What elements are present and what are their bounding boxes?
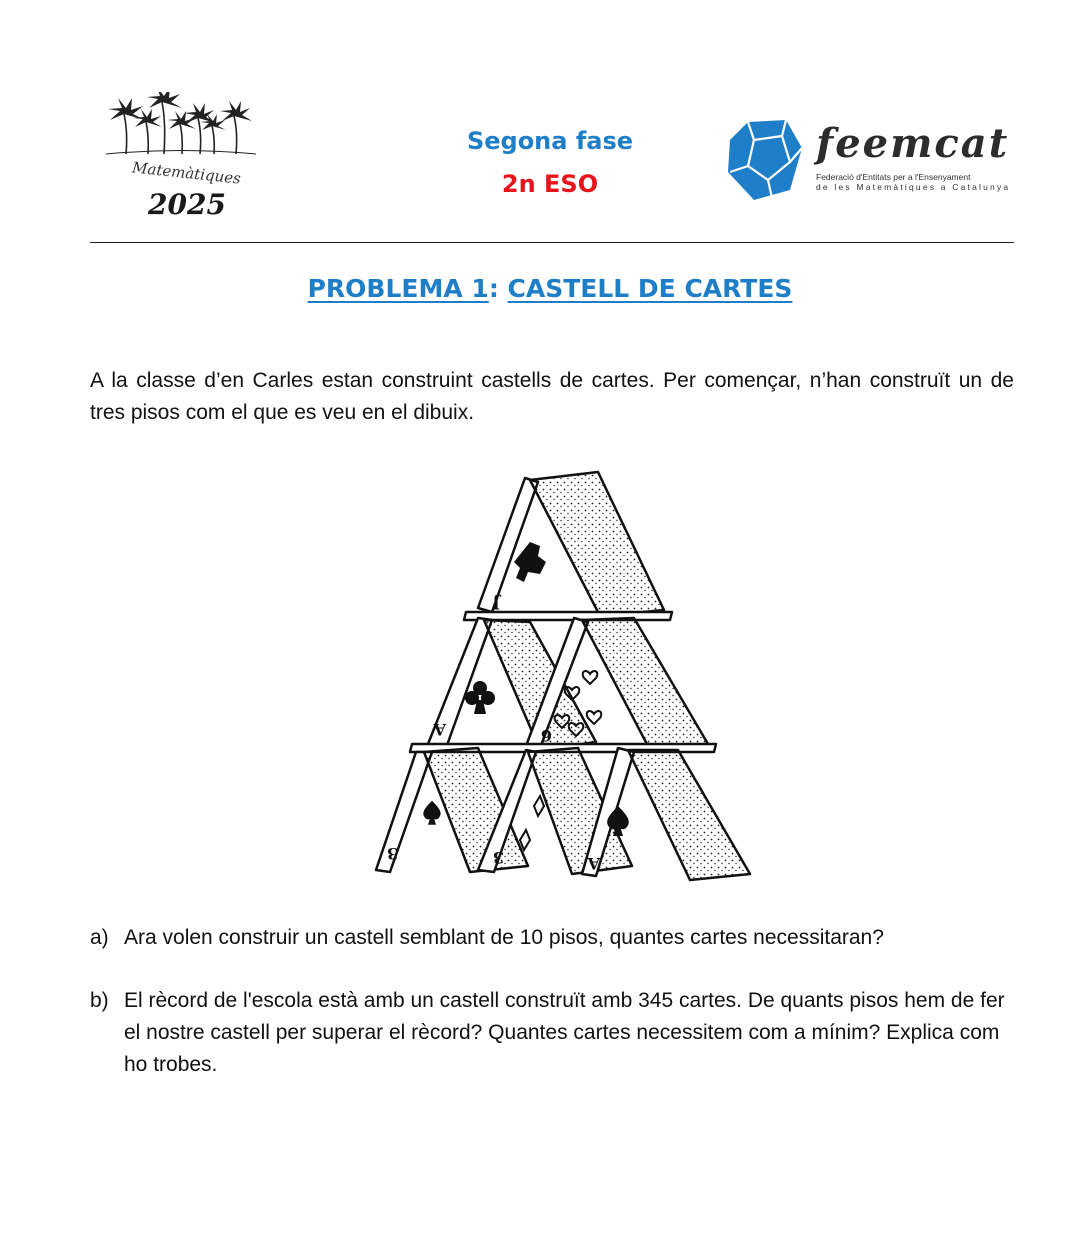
- org-name-text: feemcat: [816, 120, 1010, 167]
- grade-level: 2n ESO: [501, 170, 599, 198]
- question-b: [90, 985, 1014, 1081]
- problem-number: PROBLEMA 1: [307, 274, 489, 303]
- question-a-text: Ara volen construir un castell semblant de 10 pisos, quantes cartes necessitaran?: [124, 926, 884, 949]
- matematiques-2025-logo: [96, 92, 266, 232]
- card-index-bot-1: 3: [386, 844, 398, 863]
- diamond-symbol-1: [534, 796, 544, 816]
- card-index-bot-3: A: [587, 854, 600, 873]
- problem-title: [0, 274, 1080, 303]
- card-index-top: J: [492, 594, 500, 613]
- card-castle-illustration: [360, 460, 760, 890]
- palm-trees-icon: [96, 92, 266, 172]
- spade-symbol-1: [423, 801, 440, 825]
- diamond-symbol-2: [520, 830, 530, 850]
- question-a: [90, 922, 1014, 954]
- org-subtitle-line1: Federació d'Entitats per a l'Ensenyament: [816, 172, 971, 182]
- card-index-mid-right: 6: [540, 726, 552, 745]
- card-bot-6: [628, 750, 750, 880]
- question-b-text: El rècord de l'escola està amb un castell construït amb 345 cartes. De quants pisos hem de fer el nostre castell per superar el rècord? Quantes cartes necessitem com a mínim? Explica com ho trobes.: [124, 989, 1005, 1076]
- problem-statement: A la classe d’en Carles estan construint castells de cartes. Per començar, n’han construït un de tres pisos com el que es veu en el dibuix.: [90, 369, 1014, 424]
- card-index-bot-2: 3: [492, 848, 504, 867]
- heart-symbol-4: [587, 711, 602, 724]
- heart-symbol-2: [583, 671, 598, 684]
- problem-name: CASTELL DE CARTES: [507, 274, 793, 303]
- jack-figure: [514, 542, 546, 582]
- question-a-label: a): [90, 926, 109, 949]
- org-name: [816, 120, 1009, 167]
- dodecahedron-icon: [724, 118, 804, 202]
- card-top-right: [530, 472, 664, 616]
- feemcat-logo: [724, 118, 1024, 210]
- title-separator: :: [488, 274, 508, 303]
- question-b-label: b): [90, 989, 109, 1012]
- logo-script-text: Matemàtiques: [131, 158, 242, 188]
- card-mid-4: [582, 618, 708, 750]
- org-subtitle-line2: de les Matemàtiques a Catalunya: [816, 182, 1011, 192]
- logo-year: 2025: [148, 188, 226, 221]
- header-divider: [90, 242, 1014, 243]
- competition-phase: Segona fase: [466, 127, 634, 155]
- card-index-mid-left: A: [433, 720, 446, 739]
